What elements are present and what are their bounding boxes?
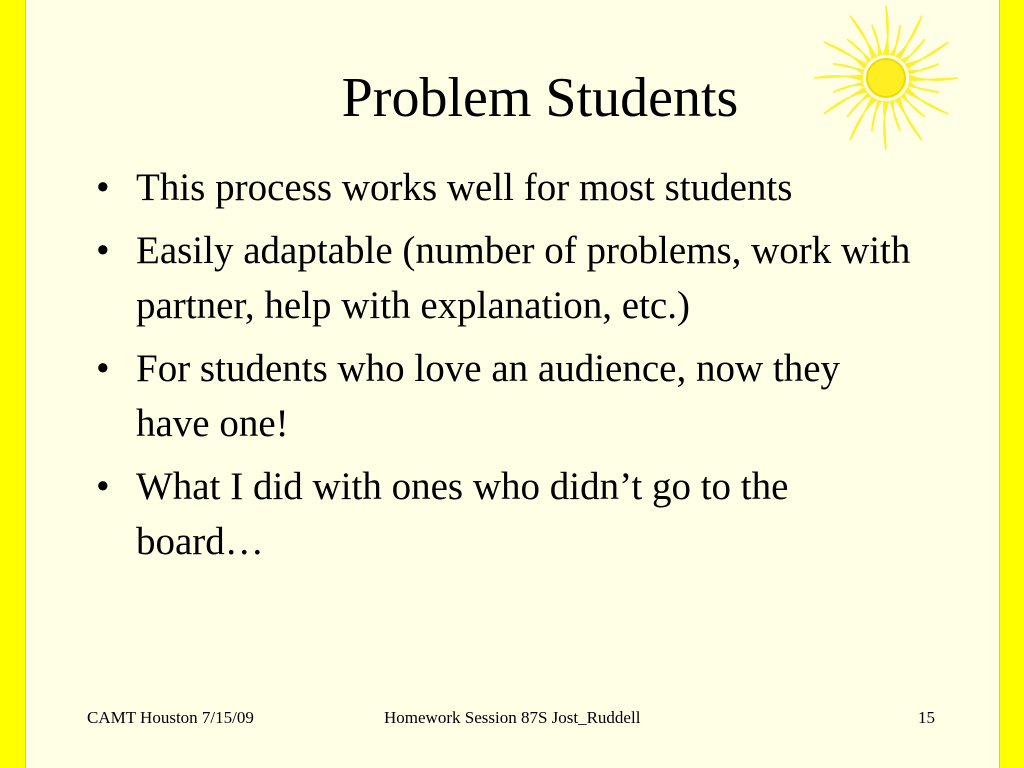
bullet-item <box>96 160 916 215</box>
bullet-dot: • <box>96 465 110 508</box>
bullet-list <box>96 160 916 577</box>
bullet-item <box>96 223 916 333</box>
slide-title: Problem Students <box>341 67 739 129</box>
bullet-text: Easily adaptable (number of problems, work with partner, help with explanation, etc.) <box>136 229 911 327</box>
footer-left: CAMT Houston 7/15/09 <box>87 708 254 727</box>
sun-ray <box>884 102 889 150</box>
bullet-dot: • <box>96 166 110 209</box>
sun-ray <box>906 88 949 114</box>
sun-ray <box>833 64 864 74</box>
sun-ray <box>896 16 922 59</box>
sun-ray <box>824 42 867 68</box>
sun-ray <box>910 76 958 81</box>
bullet-item <box>96 459 916 569</box>
sun-ray <box>890 25 900 56</box>
sun-ray <box>850 98 876 141</box>
bullet-dot: • <box>96 347 110 390</box>
sun-ray <box>872 101 882 132</box>
bullet-text: This process works well for most students <box>136 166 793 209</box>
sun-ray <box>909 82 940 92</box>
right-yellow-bar <box>999 0 1024 768</box>
sun-ray <box>814 76 862 81</box>
bullet-item <box>96 341 916 451</box>
page-number: 15 <box>918 708 935 727</box>
bullet-text: For students who love an audience, now they have one! <box>136 347 841 445</box>
bullet-dot: • <box>96 229 110 272</box>
bullet-text: What I did with ones who didn’t go to the board… <box>136 465 789 563</box>
left-yellow-bar <box>0 0 26 768</box>
footer-center: Homework Session 87S Jost_Ruddell <box>384 708 641 727</box>
sun-icon <box>808 0 964 156</box>
sun-ray <box>884 6 889 54</box>
